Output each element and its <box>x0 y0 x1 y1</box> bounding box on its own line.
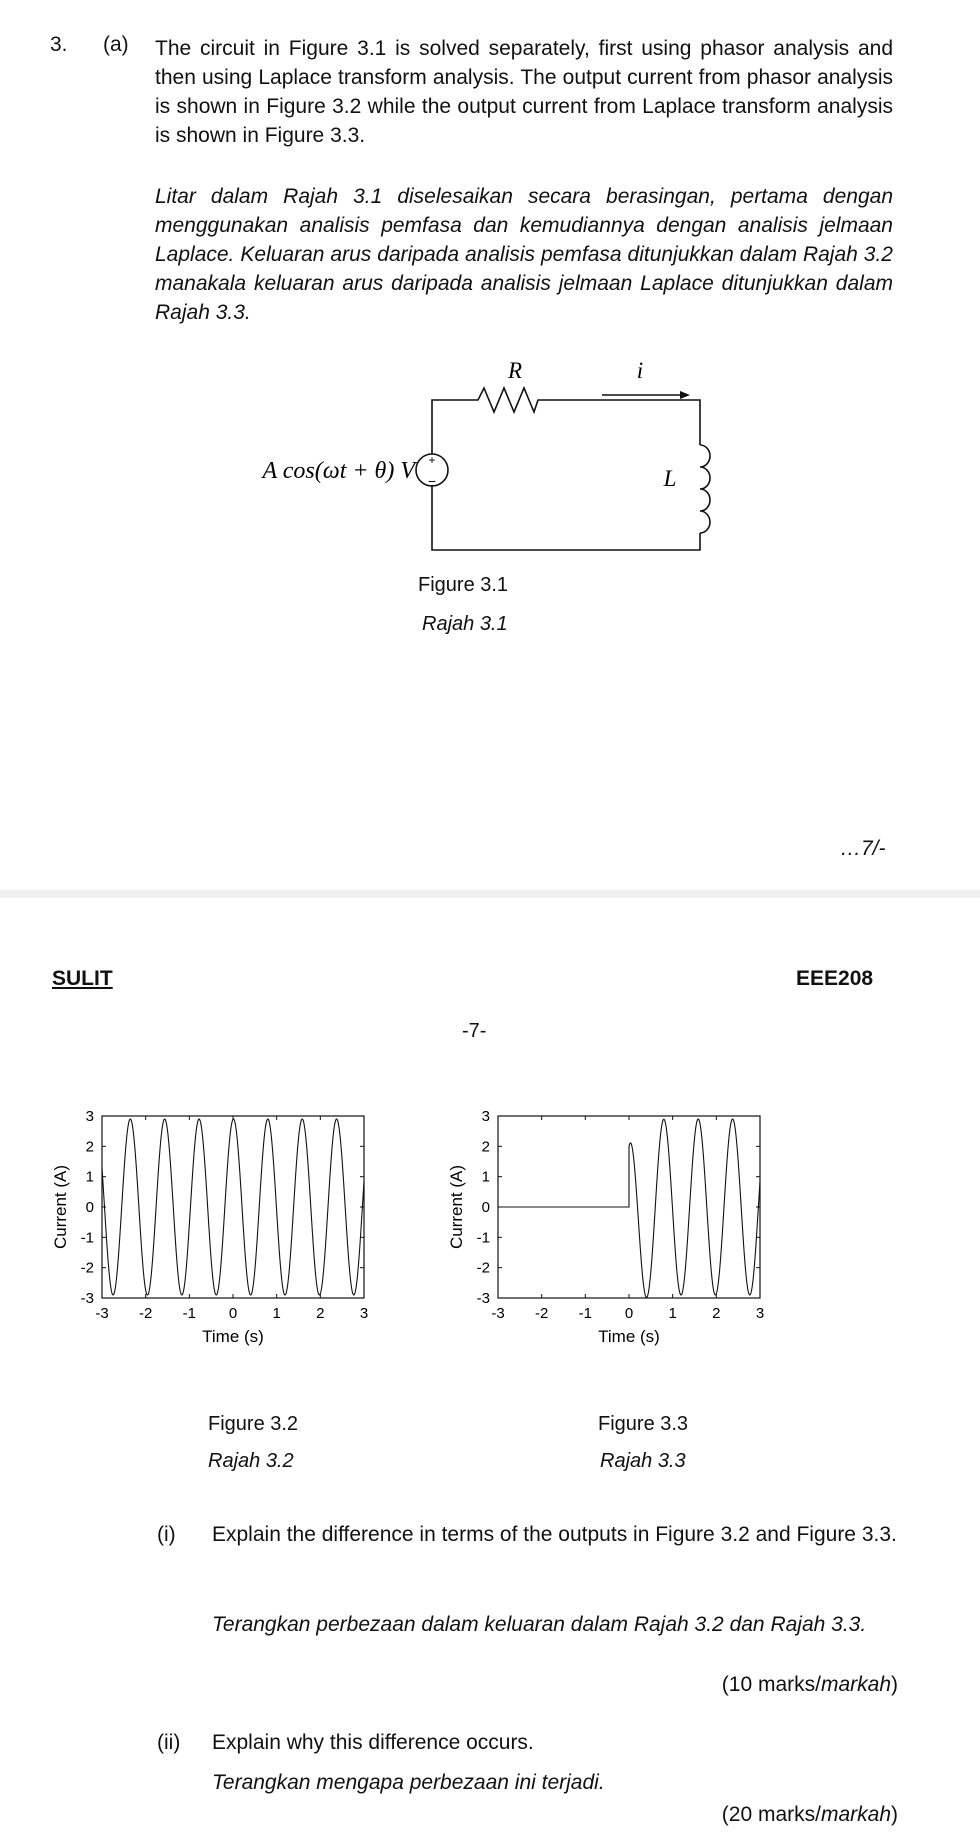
figure-3-2-caption: Figure 3.2 <box>208 1413 299 1435</box>
question-text-malay: Litar dalam Rajah 3.1 diselesaikan secara berasingan, pertama dengan menggunakan analisis pemfasa dan kemudiannya dengan analisis jelmaan Laplace. Keluaran arus daripada analisis pemfasa ditunjukkan dalam Rajah 3.2 manakala keluaran arus daripada analisis jelmaan Laplace ditunjukkan dalam Rajah 3.3. <box>155 185 893 324</box>
x-tick-label: -3 <box>95 1305 109 1322</box>
resistor-symbol <box>432 388 700 445</box>
figure-3-3-caption: Figure 3.3 <box>598 1413 689 1435</box>
subquestion-ii-english: Explain why this difference occurs. <box>212 1731 534 1754</box>
marks-word: markah <box>820 1673 891 1696</box>
subquestion-ii-malay: Terangkan mengapa perbezaan ini terjadi. <box>212 1771 605 1794</box>
page-separator <box>0 890 980 898</box>
y-axis-label: Current (A) <box>51 1164 70 1250</box>
figure-3-3-chart <box>436 1100 826 1400</box>
x-axis-label: Time (s) <box>202 1327 264 1346</box>
x-tick-label: 3 <box>755 1305 765 1322</box>
figure-3-1-caption: Figure 3.1 <box>418 574 509 596</box>
rajah-3-3-caption: Rajah 3.3 <box>600 1450 686 1472</box>
subquestion-ii-marks <box>722 1800 898 1829</box>
x-tick-label: 0 <box>228 1305 238 1322</box>
y-tick-label: 3 <box>85 1108 94 1125</box>
y-axis-label: Current (A) <box>447 1164 466 1250</box>
subquestion-i-malay: Terangkan perbezaan dalam keluaran dalam Rajah 3.2 dan Rajah 3.3. <box>212 1613 867 1636</box>
plot-frame <box>102 1116 364 1298</box>
y-tick-label: -2 <box>80 1259 94 1277</box>
x-tick-label: 2 <box>712 1305 721 1322</box>
marks-text: (10 marks/ <box>721 1673 821 1696</box>
x-tick-label: 2 <box>316 1305 325 1322</box>
rajah-3-1-caption: Rajah 3.1 <box>422 613 508 635</box>
subquestion-i-english: Explain the difference in terms of the outputs in Figure 3.2 and Figure 3.3. <box>212 1523 897 1546</box>
marks-close: ) <box>891 1673 898 1696</box>
header-sulit: SULIT <box>52 967 113 990</box>
y-tick-label: -3 <box>476 1290 490 1307</box>
y-tick-label: 1 <box>85 1168 94 1186</box>
minus-sign: − <box>427 473 437 489</box>
y-tick-label: -1 <box>80 1229 94 1247</box>
x-tick-label: 1 <box>668 1305 677 1322</box>
y-tick-label: -1 <box>476 1229 490 1247</box>
x-tick-label: -1 <box>578 1305 593 1322</box>
x-tick-label: -3 <box>491 1305 505 1322</box>
x-tick-label: -1 <box>182 1305 197 1322</box>
marks-word: markah <box>820 1803 891 1826</box>
circuit-diagram <box>220 355 720 565</box>
x-tick-label: 0 <box>624 1305 634 1322</box>
question-part: (a) <box>103 33 129 56</box>
y-tick-label: 0 <box>85 1199 94 1216</box>
question-text-english: The circuit in Figure 3.1 is solved separately, first using phasor analysis and then using Laplace transform analysis. The output current from phasor analysis is shown in Figure 3.2 while the output current from Laplace transform analysis is shown in Figure 3.3. <box>155 37 893 147</box>
subquestion-i-marks <box>722 1670 898 1699</box>
y-tick-label: -2 <box>476 1259 490 1277</box>
x-tick-label: -2 <box>534 1305 549 1322</box>
inductor-symbol <box>700 445 710 533</box>
subquestion-ii-label: (ii) <box>157 1731 181 1754</box>
resistor-label: R <box>507 358 523 383</box>
source-label: A cos(ωt + θ) V <box>262 458 415 484</box>
question-number: 3. <box>50 33 68 56</box>
current-label: i <box>636 358 644 383</box>
y-tick-label: 2 <box>481 1138 490 1156</box>
page-continuation-marker: …7/- <box>840 837 886 860</box>
page-number: -7- <box>462 1020 487 1042</box>
rajah-3-2-caption: Rajah 3.2 <box>208 1450 294 1472</box>
plus-sign: + <box>428 453 436 467</box>
current-arrow-icon <box>680 391 690 399</box>
y-tick-label: 0 <box>481 1199 490 1216</box>
x-tick-label: 3 <box>359 1305 369 1322</box>
header-course-code: EEE208 <box>796 967 874 990</box>
y-tick-label: 2 <box>85 1138 94 1156</box>
x-axis-label: Time (s) <box>598 1327 660 1346</box>
marks-text: (20 marks/ <box>721 1803 821 1826</box>
y-tick-label: -3 <box>80 1290 94 1307</box>
x-tick-label: -2 <box>138 1305 153 1322</box>
y-tick-label: 1 <box>481 1168 490 1186</box>
subquestion-i-label: (i) <box>157 1523 176 1546</box>
figure-3-2-chart <box>40 1100 430 1400</box>
inductor-label: L <box>663 466 677 491</box>
x-tick-label: 1 <box>272 1305 281 1322</box>
y-tick-label: 3 <box>481 1108 490 1125</box>
marks-close: ) <box>891 1803 898 1826</box>
